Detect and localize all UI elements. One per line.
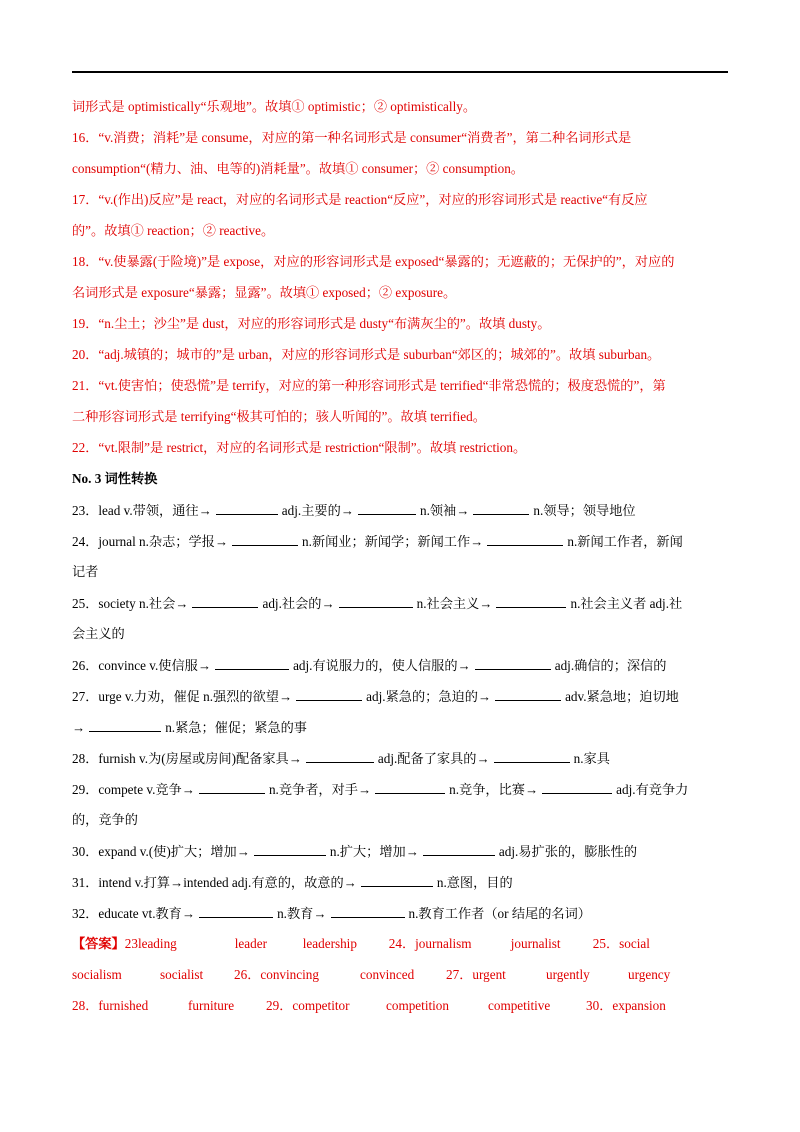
answer-blank[interactable] — [339, 593, 413, 608]
exercise-text: 28．furnish v.为(房屋或房间)配备家具→ — [72, 751, 302, 766]
answer-word: 24．journalism — [388, 936, 472, 951]
exercise-text: adj.主要的→ — [281, 503, 354, 518]
exercise-text: n.新闻工作者，新闻 — [567, 534, 683, 549]
exercise-text: n.社会主义→ — [416, 596, 493, 611]
explanation-line: 16．“v.消费；消耗”是 consume，对应的第一种名词形式是 consumer“消费者”，第二种名词形式是 — [72, 130, 632, 145]
answer-blank[interactable] — [232, 531, 298, 546]
answer-row-2 — [72, 965, 728, 996]
exercise-text: n.新闻业；新闻学；新闻工作→ — [302, 534, 484, 549]
answer-word: leader — [234, 936, 267, 951]
answer-blank[interactable] — [192, 593, 258, 608]
exercise-29 — [72, 779, 728, 810]
answer-word: competitive — [488, 998, 551, 1013]
answer-blank[interactable] — [496, 593, 566, 608]
answer-word: 26．convincing — [234, 967, 319, 982]
exercise-text: n.扩大；增加→ — [329, 844, 419, 859]
answer-blank[interactable] — [375, 779, 445, 794]
exercise-text: n.家具 — [573, 751, 610, 766]
explanation-line: consumption“(精力、油、电等的)消耗量”。故填① consumer；② consumption。 — [72, 161, 524, 176]
exercise-text: n.紧急；催促；紧急的事 — [165, 720, 307, 735]
answer-blank[interactable] — [361, 872, 433, 887]
exercise-text: adj.紧急的；急迫的→ — [366, 689, 492, 704]
answer-blank[interactable] — [475, 655, 551, 670]
exercise-text: n.竞争者，对手→ — [268, 782, 372, 797]
answer-blank[interactable] — [473, 500, 529, 515]
answer-word: urgently — [546, 967, 590, 982]
explanation-line: 21．“vt.使害怕；使恐慌”是 terrify，对应的第一种形容词形式是 terrified“非常恐慌的；极度恐慌的”，第 — [72, 378, 666, 393]
exercise-28 — [72, 748, 728, 779]
answer-blank[interactable] — [199, 779, 265, 794]
exercise-26 — [72, 655, 728, 686]
header-rule — [72, 71, 728, 73]
exercise-text: adj.确信的；深信的 — [554, 658, 667, 673]
answer-blank[interactable] — [216, 500, 278, 515]
answer-word: 25．social — [592, 936, 650, 951]
answer-row-3 — [72, 996, 728, 1027]
exercise-text: 32．educate vt.教育→ — [72, 906, 196, 921]
answer-blank[interactable] — [358, 500, 416, 515]
exercise-text: n.领袖→ — [419, 503, 470, 518]
answer-word: urgency — [628, 967, 671, 982]
explanation-line: 18．“v.使暴露(于险境)”是 expose，对应的形容词形式是 exposed“暴露的；无遮蔽的；无保护的”，对应的 — [72, 254, 675, 269]
answer-word: journalist — [510, 936, 561, 951]
exercise-text: 26．convince v.使信服→ — [72, 658, 212, 673]
exercise-text: adj.社会的→ — [262, 596, 335, 611]
exercise-text: adj.配备了家具的→ — [377, 751, 490, 766]
exercise-text: adj.有说服力的，使人信服的→ — [293, 658, 471, 673]
exercise-text: adj.易扩张的，膨胀性的 — [498, 844, 638, 859]
explanation-line: 二种形容词形式是 terrifying“极其可怕的；骇人听闻的”。故填 terrified。 — [72, 409, 486, 424]
answer-blank[interactable] — [495, 686, 561, 701]
exercise-text: n.意图，目的 — [436, 875, 513, 890]
exercise-text: 23．lead v.带领，通往→ — [72, 503, 212, 518]
answer-word: leadership — [302, 936, 357, 951]
exercise-text: n.领导；领导地位 — [533, 503, 636, 518]
document-body — [72, 97, 728, 1027]
answer-blank[interactable] — [331, 903, 405, 918]
answer-blank[interactable] — [494, 748, 570, 763]
answer-blank[interactable] — [89, 717, 161, 732]
exercise-text: 25．society n.社会→ — [72, 596, 189, 611]
answer-blank[interactable] — [487, 531, 563, 546]
answer-label: 【答案】 — [72, 936, 125, 951]
exercise-25-cont: 会主义的 — [72, 626, 125, 641]
exercise-text: n.教育工作者（or 结尾的名词） — [408, 906, 591, 921]
answer-blank[interactable] — [296, 686, 362, 701]
exercise-text: 30．expand v.(使)扩大；增加→ — [72, 844, 250, 859]
exercise-29-cont: 的，竞争的 — [72, 812, 138, 827]
answer-word: 27．urgent — [446, 967, 506, 982]
answer-word: 30．expansion — [586, 998, 666, 1013]
exercise-text: adj.有竞争力 — [616, 782, 689, 797]
exercise-27 — [72, 686, 728, 717]
answer-row-1 — [72, 934, 728, 965]
explanation-line: 17．“v.(作出)反应”是 react，对应的名词形式是 reaction“反应”，对应的形容词形式是 reactive“有反应 — [72, 192, 648, 207]
exercise-27-cont — [72, 717, 728, 748]
answer-blank[interactable] — [254, 841, 326, 856]
exercise-text: 27．urge v.力劝，催促 n.强烈的欲望→ — [72, 689, 293, 704]
exercise-text: 29．compete v.竞争→ — [72, 782, 195, 797]
explanation-line: 词形式是 optimistically“乐观地”。故填① optimistic；② optimistically。 — [72, 99, 477, 114]
exercise-text: → — [72, 720, 86, 735]
answer-word: furniture — [188, 998, 235, 1013]
answer-word: competition — [386, 998, 449, 1013]
exercise-24 — [72, 531, 728, 562]
exercise-30 — [72, 841, 728, 872]
answer-word: socialist — [160, 967, 204, 982]
exercise-32 — [72, 903, 728, 934]
answer-blank[interactable] — [199, 903, 273, 918]
answer-word: 23leading — [124, 936, 177, 951]
answer-word: socialism — [72, 967, 122, 982]
exercise-text: 31．intend v.打算→intended adj.有意的，故意的→ — [72, 875, 357, 890]
answer-blank[interactable] — [306, 748, 374, 763]
answer-word: convinced — [360, 967, 415, 982]
answer-blank[interactable] — [423, 841, 495, 856]
exercise-text: 24．journal n.杂志；学报→ — [72, 534, 229, 549]
exercise-text: n.社会主义者 adj.社 — [570, 596, 683, 611]
exercise-text: adv.紧急地；迫切地 — [565, 689, 679, 704]
exercise-31 — [72, 872, 728, 903]
section-heading: No. 3 词性转换 — [72, 471, 158, 486]
answer-blank[interactable] — [542, 779, 612, 794]
explanation-line: 19．“n.尘土；沙尘”是 dust，对应的形容词形式是 dusty“布满灰尘的”。故填 dusty。 — [72, 316, 551, 331]
explanation-line: 名词形式是 exposure“暴露；显露”。故填① exposed；② exposure。 — [72, 285, 457, 300]
answer-word: 28．furnished — [72, 998, 149, 1013]
answer-word: 29．competitor — [266, 998, 350, 1013]
exercise-24-cont: 记者 — [72, 564, 99, 579]
answer-blank[interactable] — [215, 655, 289, 670]
explanation-line: 20．“adj.城镇的；城市的”是 urban，对应的形容词形式是 suburban“郊区的；城郊的”。故填 suburban。 — [72, 347, 661, 362]
exercise-text: n.教育→ — [277, 906, 327, 921]
exercise-23 — [72, 500, 728, 531]
explanation-line: 22．“vt.限制”是 restrict，对应的名词形式是 restriction“限制”。故填 restriction。 — [72, 440, 527, 455]
exercise-text: n.竞争，比赛→ — [449, 782, 539, 797]
exercise-25 — [72, 593, 728, 624]
explanation-line: 的”。故填① reaction；② reactive。 — [72, 223, 275, 238]
